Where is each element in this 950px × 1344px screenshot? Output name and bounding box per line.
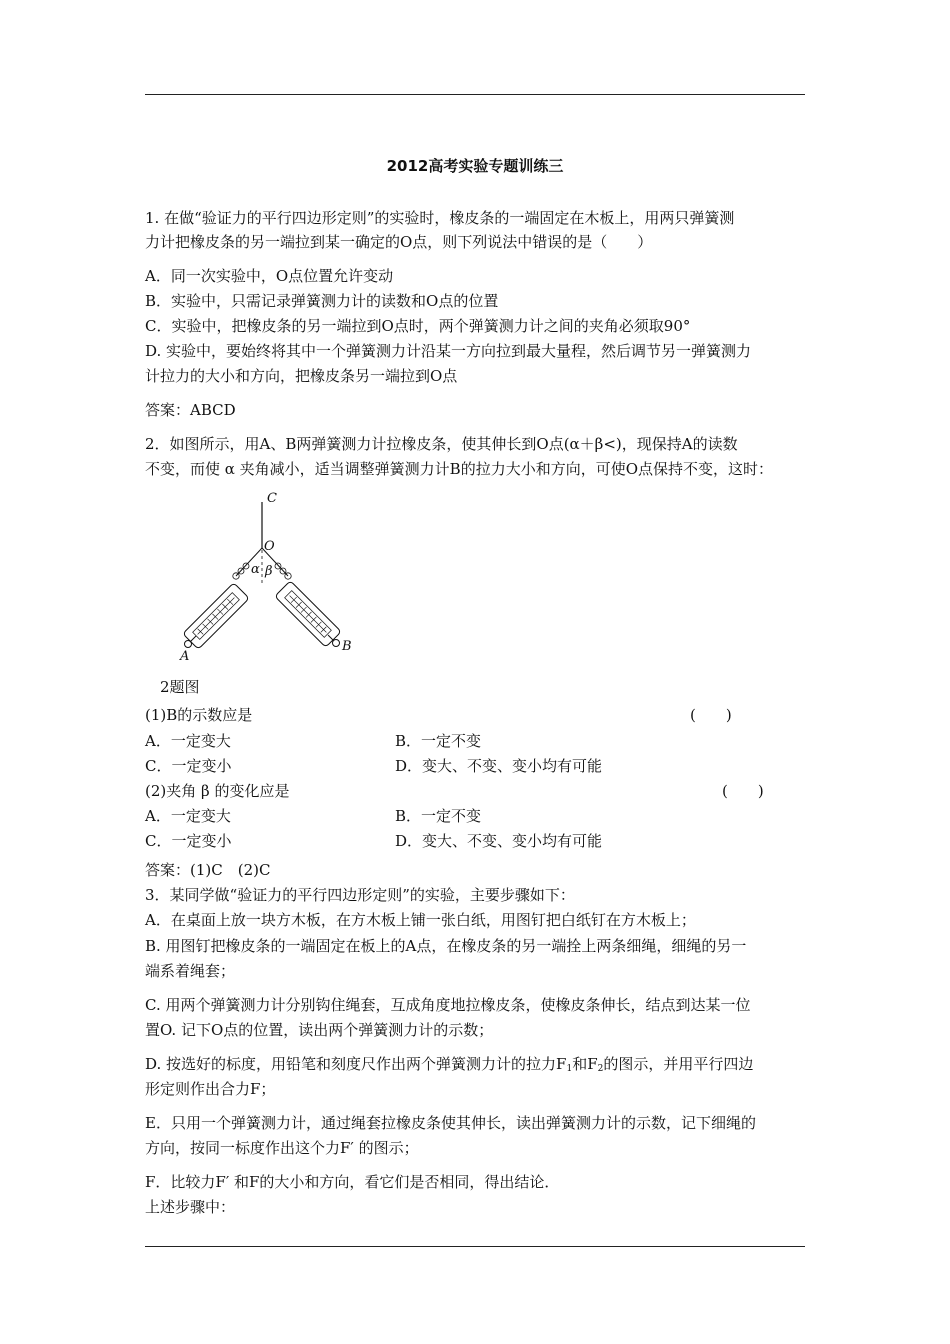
q1-option-b: B．实验中，只需记录弹簧测力计的读数和O点的位置	[145, 292, 499, 310]
q3-step-d-text-3: 的图示，并用平行四边	[603, 1055, 754, 1073]
spring-scale-b	[262, 548, 341, 647]
q3-step-a: A．在桌面上放一块方木板，在方木板上铺一张白纸，用图钉把白纸钉在方木板上；	[145, 911, 696, 929]
label-beta: β	[265, 564, 273, 579]
q3-step-b-line-2: 端系着绳套；	[145, 962, 236, 980]
q2-sub1-option-a: A．一定变大	[145, 732, 231, 750]
label-b: B	[342, 639, 352, 654]
q3-step-d-sub-2: 2	[597, 1064, 604, 1074]
q2-sub1-option-d: D．变大、不变、变小均有可能	[395, 757, 603, 775]
q2-sub2-option-b: B．一定不变	[395, 807, 482, 825]
q3-step-d-text-2: 和F	[572, 1055, 598, 1073]
q2-stem-line-2: 不变，而使 α 夹角减小，适当调整弹簧测力计B的拉力大小和方向，可使O点保持不变，这时：	[145, 460, 773, 478]
q1-answer: 答案：ABCD	[145, 401, 236, 419]
q2-sub1-option-b: B．一定不变	[395, 732, 482, 750]
header-rule	[145, 94, 805, 95]
spring-scale-diagram	[170, 488, 370, 673]
q2-sub2-stem: (2)夹角 β 的变化应是	[145, 782, 290, 800]
q2-answer: 答案：(1)C (2)C	[145, 861, 271, 879]
label-c: C	[267, 491, 277, 506]
q1-option-d-line-1: D. 实验中，要始终将其中一个弹簧测力计沿某一方向拉到最大量程，然后调节另一弹簧测力	[145, 342, 752, 360]
q3-step-d-line-2: 形定则作出合力F；	[145, 1080, 276, 1098]
q3-step-e-line-2: 方向，按同一标度作出这个力F′ 的图示；	[145, 1139, 419, 1157]
label-o: O	[264, 539, 275, 554]
q1-option-a: A．同一次实验中，O点位置允许变动	[145, 267, 394, 285]
q2-sub1-option-c: C．一定变小	[145, 757, 232, 775]
q3-tail: 上述步骤中：	[145, 1198, 236, 1216]
q3-step-c-line-2: 置O. 记下O点的位置，读出两个弹簧测力计的示数；	[145, 1021, 494, 1039]
q2-sub1-stem: (1)B的示数应是	[145, 706, 253, 724]
q3-step-d-line-1	[145, 1054, 817, 1079]
label-alpha: α	[251, 562, 260, 577]
q3-stem: 3．某同学做“验证力的平行四边形定则”的实验，主要步骤如下：	[145, 886, 575, 904]
q3-step-c-line-1: C. 用两个弹簧测力计分别钩住绳套，互成角度地拉橡皮条，使橡皮条伸长，结点到达某一位	[145, 996, 751, 1014]
q3-step-d-sub-1: 1	[566, 1064, 573, 1074]
q2-sub2-option-d: D．变大、不变、变小均有可能	[395, 832, 603, 850]
q1-stem-line-1: 1. 在做“验证力的平行四边形定则”的实验时，橡皮条的一端固定在木板上，用两只弹簧测	[145, 209, 735, 227]
footer-rule	[145, 1246, 805, 1247]
q2-sub2-option-a: A．一定变大	[145, 807, 231, 825]
q1-option-c: C．实验中，把橡皮条的另一端拉到O点时，两个弹簧测力计之间的夹角必须取90°	[145, 317, 691, 335]
q2-sub2-answer-blank: ( )	[722, 782, 764, 800]
page-title: 2012高考实验专题训练三	[386, 157, 564, 175]
q3-step-f: F．比较力F′ 和F的大小和方向，看它们是否相同，得出结论．	[145, 1173, 560, 1191]
figure-caption: 2题图	[160, 678, 200, 696]
q2-stem-line-1: 2．如图所示，用A、B两弹簧测力计拉橡皮条，使其伸长到O点(α＋β<)，现保持A的读数	[145, 435, 738, 453]
q3-step-d-text-1: D. 按选好的标度，用铅笔和刻度尺作出两个弹簧测力计的拉力F	[145, 1055, 567, 1073]
label-a: A	[180, 649, 190, 664]
q2-sub2-option-c: C．一定变小	[145, 832, 232, 850]
q3-step-e-line-1: E．只用一个弹簧测力计，通过绳套拉橡皮条使其伸长，读出弹簧测力计的示数，记下细绳的	[145, 1114, 756, 1132]
q2-sub1-answer-blank: ( )	[690, 706, 732, 724]
q1-option-d-line-2: 计拉力的大小和方向，把橡皮条另一端拉到O点	[145, 367, 458, 385]
q1-stem-line-2: 力计把橡皮条的另一端拉到某一确定的O点，则下列说法中错误的是（ ）	[145, 233, 653, 251]
q3-step-b-line-1: B. 用图钉把橡皮条的一端固定在板上的A点，在橡皮条的另一端拴上两条细绳，细绳的另一	[145, 937, 747, 955]
